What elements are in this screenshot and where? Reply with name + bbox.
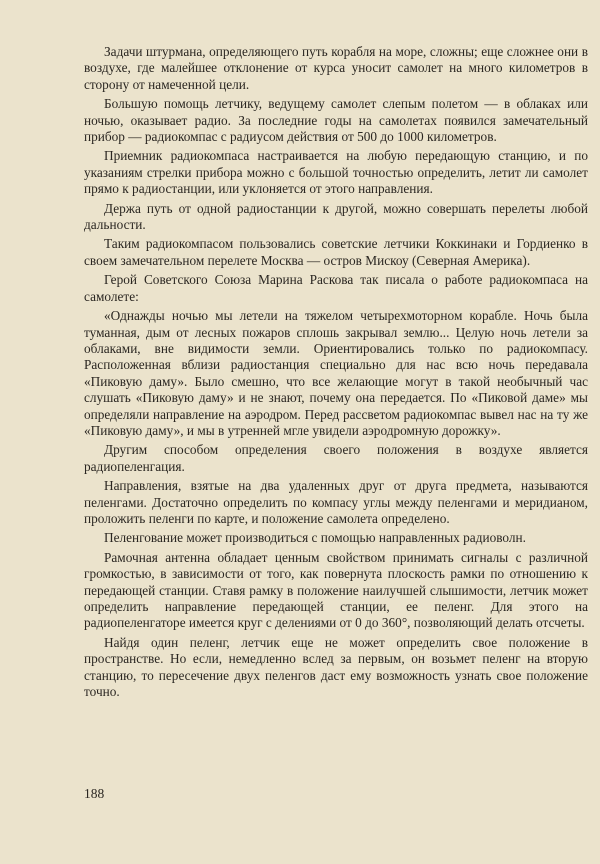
paragraph-3: Приемник радиокомпаса настраивается на любую передающую станцию, и по указаниям стрелки прибора можно с большой точностью определить, летит ли самолет прямо к радиостанции, или уклоняется от этого направления.: [84, 148, 588, 197]
page-number: 188: [84, 786, 105, 801]
paragraph-5: Таким радиокомпасом пользовались советские летчики Коккинаки и Гордиенко в своем замечательном перелете Москва — остров Мискоу (Северная Америка).: [84, 236, 588, 268]
paragraph-8: Другим способом определения своего положения в воздухе является радиопеленгация.: [84, 442, 588, 474]
paragraph-10: Пеленгование может производиться с помощью направленных радиоволн.: [104, 530, 526, 546]
paragraph-7-quote: «Однажды ночью мы летели на тяжелом четырехмоторном корабле. Ночь была туманная, дым от лесных пожаров сплошь закрывал землю... Целую ночь летели за облаками, вне видимости земли. Ориентировались только по радиокомпасу. Расположенная вблизи радиостанция специально для нас всю ночь передавала «Пиковую даму». Было смешно, что все желающие могут в такой необычный час слушать «Пиковую даму» и не знают, почему она передается. По «Пиковой даме» мы определяли направление на аэродром. Перед рассветом радиокомпас вывел нас на ту же «Пиковую даму», и мы в утренней мгле увидели аэродромную дорожку».: [84, 308, 588, 438]
paragraph-4: Держа путь от одной радиостанции к другой, можно совершать перелеты любой дальности.: [84, 200, 588, 233]
paragraph-11: Рамочная антенна обладает ценным свойством принимать сигналы с различной громкостью, в зависимости от того, как повернута плоскость рамки по отношению к передающей станции. Ставя рамку в положение наилучшей слышимости, летчик может определить направление передающей станции, ее пеленг. Для этого на радиопеленгаторе имеется круг с делениями от 0 до 360°, позволяющий делать отсчеты.: [84, 549, 588, 631]
paragraph-1: Задачи штурмана, определяющего путь корабля на море, сложны; еще сложнее они в воздухе, где малейшее отклонение от курса уносит самолет на много километров в сторону от намеченной цели.: [84, 44, 588, 92]
paragraph-6: Герой Советского Союза Марина Раскова так писала о работе радиокомпаса на самолете:: [84, 272, 588, 304]
body-text: [84, 44, 588, 700]
paragraph-2: Большую помощь летчику, ведущему самолет слепым полетом — в облаках или ночью, оказывает радио. За последние годы на самолетах появился замечательный прибор — радиокомпас с радиусом действия от 500 до 1000 километров.: [84, 96, 588, 145]
paragraph-12: Найдя один пеленг, летчик еще не может определить свое положение в пространстве. Но если, немедленно вслед за первым, он возьмет пеленг на вторую станцию, то пересечение двух пеленгов даст ему возможность узнать свое положение точно.: [84, 634, 588, 700]
paragraph-9: Направления, взятые на два удаленных друг от друга предмета, называются пеленгами. Достаточно определить по компасу углы между пеленгами и меридианом, проложить пеленги по карте, и положение самолета определено.: [84, 478, 588, 526]
